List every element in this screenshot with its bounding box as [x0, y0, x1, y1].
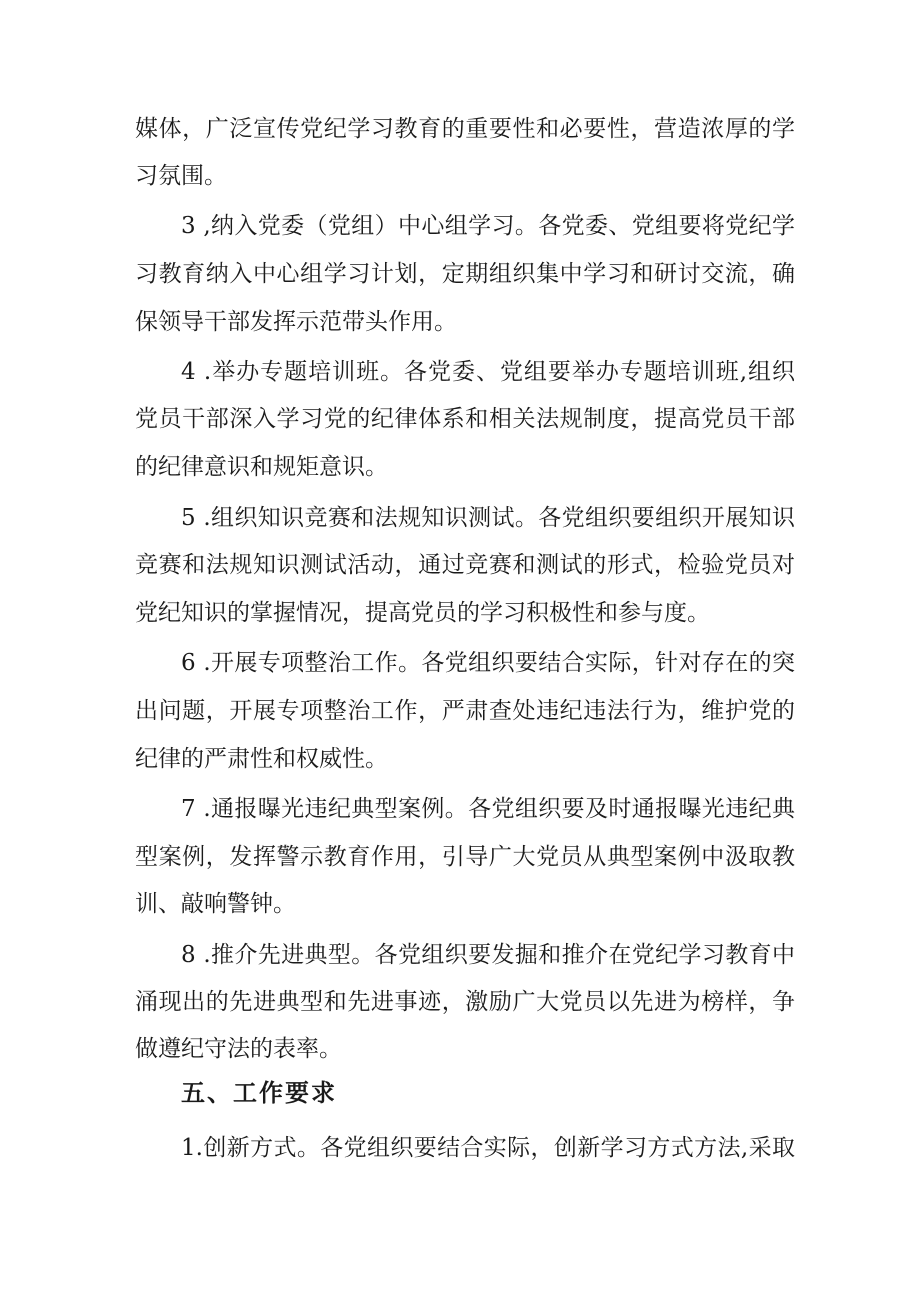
paragraph-4-line-2: 党员干部深入学习党的纪律体系和相关法规制度，提高党员干部: [135, 406, 795, 432]
paragraph-8-line-3: 做遵纪守法的表率。: [135, 1036, 342, 1062]
paragraph-5-line-1: 5 .组织知识竞赛和法规知识测试。各党组织要组织开展知识: [181, 505, 795, 531]
paragraph-7-line-2: 型案例，发挥警示教育作用，引导广大党员从典型案例中汲取教: [135, 844, 795, 870]
paragraph-6-line-3: 纪律的严肃性和权威性。: [135, 746, 388, 772]
paragraph-3-line-1: 3 ,纳入党委（党组）中心组学习。各党委、党组要将党纪学: [181, 213, 795, 239]
paragraph-4-line-1: 4 .举办专题培训班。各党委、党组要举办专题培训班,组织: [181, 359, 795, 385]
paragraph-8-line-1: 8 .推介先进典型。各党组织要发掘和推介在党纪学习教育中: [181, 942, 795, 968]
paragraph-7-line-1: 7 .通报曝光违纪典型案例。各党组织要及时通报曝光违纪典: [181, 796, 795, 822]
paragraph-6-line-2: 出问题，开展专项整治工作，严肃查处违纪违法行为，维护党的: [135, 698, 795, 724]
paragraph-3-line-3: 保领导干部发挥示范带头作用。: [135, 309, 457, 335]
paragraph-7-line-3: 训、敲响警钟。: [135, 891, 296, 917]
paragraph-media-line-2: 习氛围。: [135, 163, 227, 189]
paragraph-media-line-1: 媒体，广泛宣传党纪学习教育的重要性和必要性，营造浓厚的学: [135, 116, 795, 142]
paragraph-6-line-1: 6 .开展专项整治工作。各党组织要结合实际，针对存在的突: [181, 650, 795, 676]
paragraph-5-line-2: 竞赛和法规知识测试活动，通过竞赛和测试的形式，检验党员对: [135, 552, 795, 578]
requirement-1-line-1: 1.创新方式。各党组织要结合实际，创新学习方式方法,采取: [181, 1135, 795, 1161]
paragraph-4-line-3: 的纪律意识和规矩意识。: [135, 454, 388, 480]
paragraph-5-line-3: 党纪知识的掌握情况，提高党员的学习积极性和参与度。: [135, 600, 710, 626]
section-heading: 五、工作要求: [181, 1079, 337, 1107]
paragraph-8-line-2: 涌现出的先进典型和先进事迹，激励广大党员以先进为榜样，争: [135, 989, 795, 1015]
paragraph-3-line-2: 习教育纳入中心组学习计划，定期组织集中学习和研讨交流，确: [135, 261, 795, 287]
